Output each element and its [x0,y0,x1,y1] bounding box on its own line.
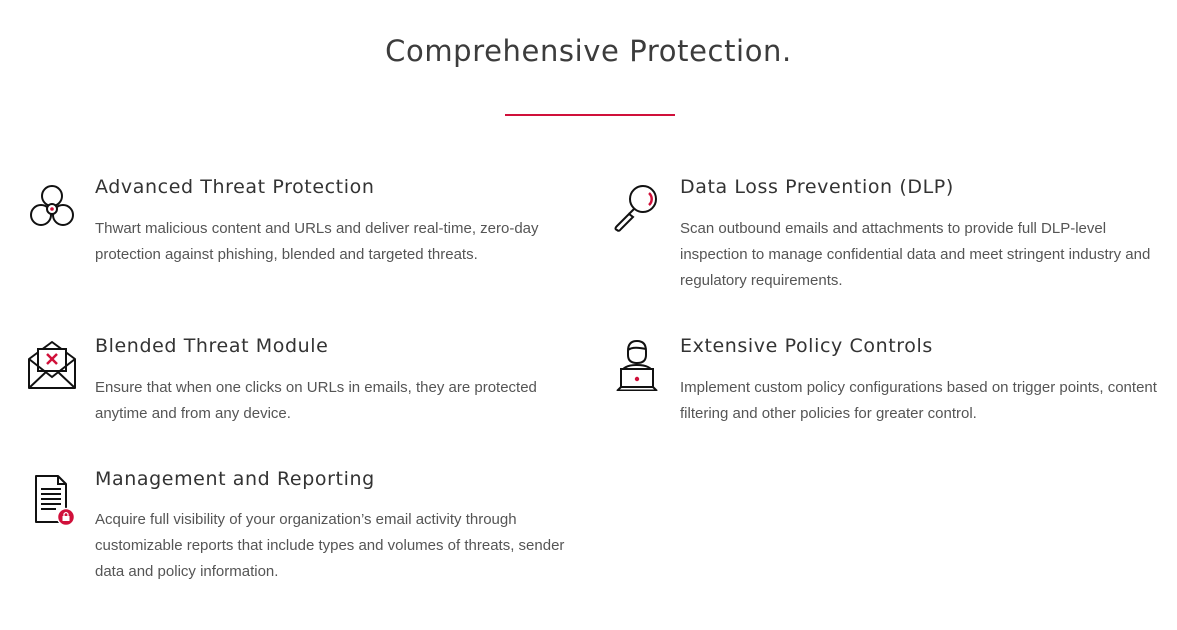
magnifier-icon [611,182,663,234]
feature-description: Acquire full visibility of your organization’s email activity through customizable reports that include types and volumes of threats, sender data and policy information. [95,511,565,580]
feature-description: Thwart malicious content and URLs and deliver real-time, zero-day protection against phishing, blended and targeted threats. [95,220,539,263]
user-laptop-icon [611,339,663,391]
feature-title: Data Loss Prevention (DLP) [680,176,954,198]
blocked-mail-icon [26,339,78,391]
feature-description: Scan outbound emails and attachments to provide full DLP-level inspection to manage confidential data and meet stringent industry and regulatory requirements. [680,220,1151,289]
feature-title: Advanced Threat Protection [95,176,375,198]
title-divider [505,114,675,116]
biohazard-icon [26,182,78,234]
section-title: Comprehensive Protection. [385,34,792,68]
feature-title: Management and Reporting [95,468,375,490]
feature-title: Extensive Policy Controls [680,335,933,357]
feature-description: Ensure that when one clicks on URLs in emails, they are protected anytime and from any device. [95,379,537,422]
feature-description: Implement custom policy configurations based on trigger points, content filtering and other policies for greater control. [680,379,1157,422]
feature-title: Blended Threat Module [95,335,329,357]
secure-report-icon [30,474,82,526]
